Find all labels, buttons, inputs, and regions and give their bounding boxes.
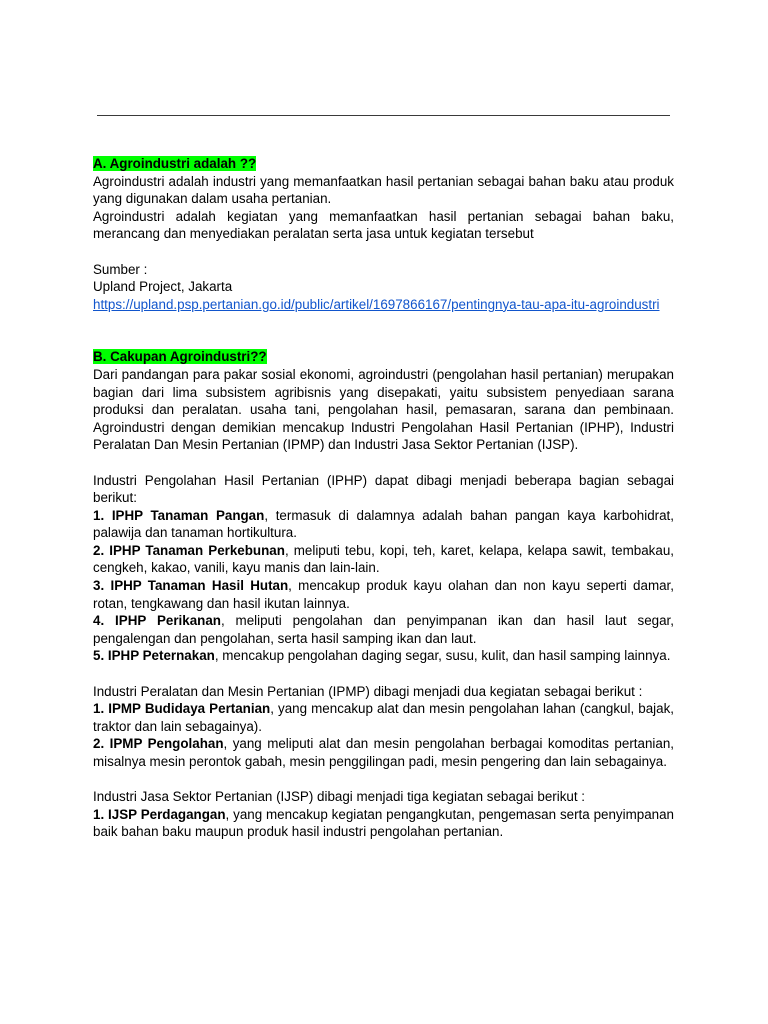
spacer (93, 454, 674, 472)
section-b-heading (93, 348, 674, 366)
iphp-item-title: 5. IPHP Peternakan (93, 648, 215, 664)
ijsp-item-title: 1. IJSP Perdagangan (93, 806, 226, 822)
section-b-intro: Dari pandangan para pakar sosial ekonomi, agroindustri (pengolahan hasil pertanian) merupakan bagian dari lima subsistem agribisnis yang disepakati, yaitu subsistem penyediaan sarana produksi dan peralatan. usaha tani, pengolahan hasil, pemasaran, sarana dan pembinaan. Agroindustri dengan demikian mencakup Industri Pengolahan Hasil Pertanian (IPHP), Industri Peralatan Dan Mesin Pertanian (IPMP) dan Industri Jasa Sektor Pertanian (IJSP). (93, 366, 674, 453)
spacer (93, 243, 674, 261)
iphp-item-text: , meliputi tebu, kopi, teh, karet, kelapa, kelapa sawit, tembakau, cengkeh, kakao, vanili, kayu manis dan lain-lain. (93, 542, 674, 576)
iphp-item-title: 2. IPHP Tanaman Perkebunan (93, 542, 285, 558)
iphp-item (93, 507, 674, 542)
iphp-item-title: 3. IPHP Tanaman Hasil Hutan (93, 578, 289, 594)
iphp-intro: Industri Pengolahan Hasil Pertanian (IPHP) dapat dibagi menjadi beberapa bagian sebagai berikut: (93, 472, 674, 506)
source-link-line (93, 296, 674, 314)
iphp-item-text: , termasuk di dalamnya adalah bahan pangan kaya karbohidrat, palawija dan tanaman hortikultura. (93, 507, 675, 541)
iphp-item (93, 577, 674, 612)
ipmp-item (93, 735, 674, 770)
ipmp-item-text: , yang meliputi alat dan mesin pengolahan berbagai komoditas pertanian, misalnya mesin perontok gabah, mesin penggilingan padi, mesin pengering dan lain sebagainya. (93, 736, 674, 769)
section-b-heading-text: B. Cakupan Agroindustri?? (93, 349, 267, 365)
source-link[interactable]: https://upland.psp.pertanian.go.id/public/artikel/1697866167/pentingnya-tau-apa-itu-agroindustri (93, 296, 660, 312)
iphp-item-text: , meliputi pengolahan dan penyimpanan ikan dan hasil laut segar, pengalengan dan pengolahan, serta hasil samping ikan dan laut. (93, 613, 674, 646)
ipmp-item-title: 2. IPMP Pengolahan (93, 736, 224, 752)
document-body (93, 155, 674, 841)
header-divider (97, 115, 670, 116)
spacer (93, 313, 674, 348)
iphp-item-text: , mencakup pengolahan daging segar, susu, kulit, dan hasil samping lainnya. (214, 648, 671, 664)
iphp-item (93, 647, 674, 665)
spacer (93, 771, 674, 789)
ipmp-item (93, 700, 674, 735)
ijsp-item-text: , yang mencakup kegiatan pengangkutan, pengemasan serta penyimpanan baik bahan baku maupun produk hasil industri pengolahan pertanian. (93, 806, 674, 840)
source-name: Upland Project, Jakarta (93, 279, 233, 295)
iphp-item (93, 542, 674, 577)
iphp-item-title: 1. IPHP Tanaman Pangan (93, 507, 265, 523)
ijsp-intro: Industri Jasa Sektor Pertanian (IJSP) dibagi menjadi tiga kegiatan sebagai berikut : (93, 789, 586, 805)
ipmp-item-text: , yang mencakup alat dan mesin pengolahan lahan (cangkul, bajak, traktor dan lain sebagainya). (93, 701, 674, 734)
section-a-paragraph-1: Agroindustri adalah industri yang memanfaatkan hasil pertanian sebagai bahan baku atau produk yang digunakan dalam usaha pertanian. (93, 173, 674, 207)
iphp-item-text: , mencakup produk kayu olahan dan non kayu seperti damar, rotan, tengkawang dan hasil ikutan lainnya. (93, 578, 674, 611)
source-label: Sumber : (93, 261, 148, 277)
ipmp-intro: Industri Peralatan dan Mesin Pertanian (IPMP) dibagi menjadi dua kegiatan sebagai berikut : (93, 683, 643, 699)
iphp-item (93, 612, 674, 647)
ijsp-item (93, 806, 674, 841)
spacer (93, 665, 674, 683)
section-a-heading (93, 155, 674, 173)
ipmp-item-title: 1. IPMP Budidaya Pertanian (93, 701, 271, 717)
section-a-paragraph-2: Agroindustri adalah kegiatan yang memanfaatkan hasil pertanian sebagai bahan baku, merancang dan menyediakan peralatan serta jasa untuk kegiatan tersebut (93, 208, 674, 242)
section-a-heading-text: A. Agroindustri adalah ?? (93, 156, 257, 171)
iphp-item-title: 4. IPHP Perikanan (93, 613, 221, 629)
